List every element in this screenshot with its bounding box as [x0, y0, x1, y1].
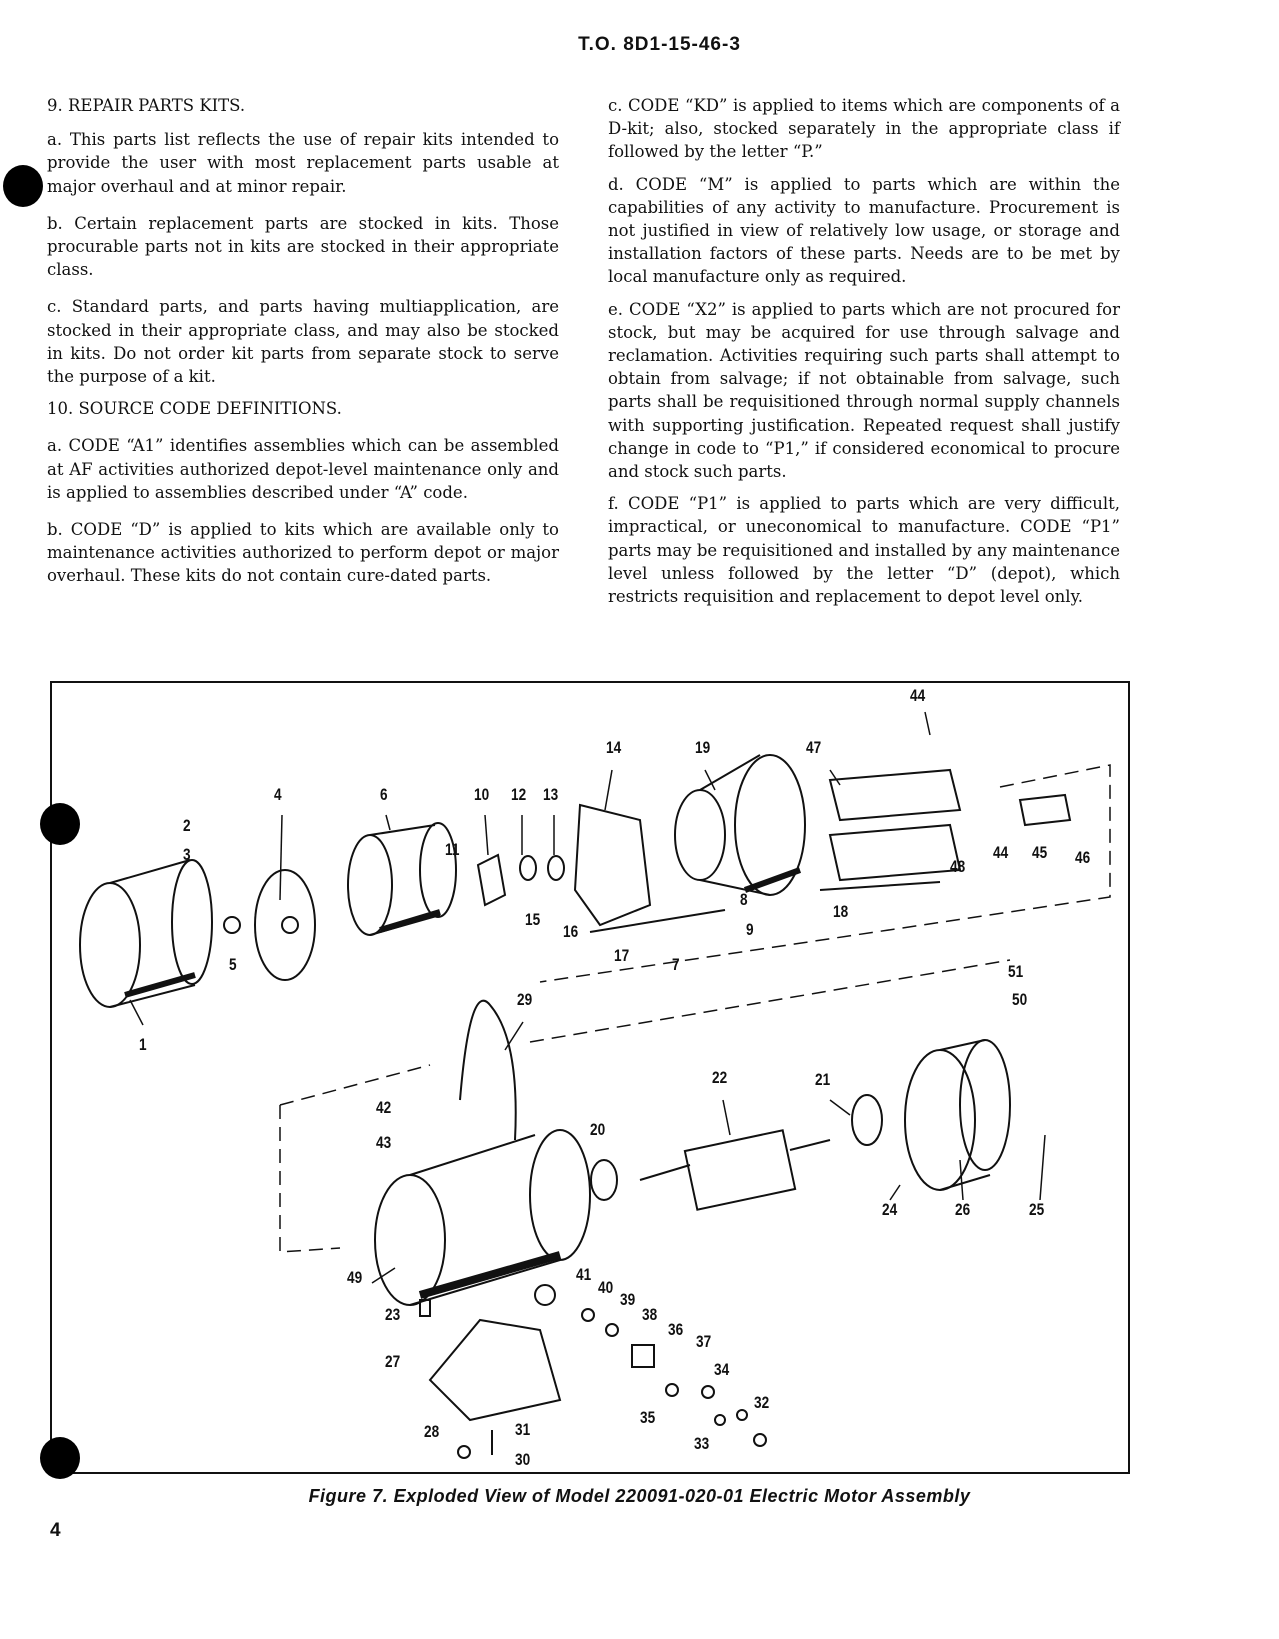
callout-label: 44	[993, 843, 1009, 862]
callout-label: 46	[1075, 848, 1091, 867]
callout-label: 22	[712, 1068, 728, 1087]
callout-label: 29	[517, 990, 533, 1009]
callout-label: 31	[515, 1420, 531, 1439]
callout-label: 21	[815, 1070, 831, 1089]
callout-label: 50	[1012, 990, 1028, 1009]
callout-label: 36	[668, 1320, 684, 1339]
paragraph: a. This parts list reflects the use of repair kits intended to provide the user with most replacement parts usable at major overhaul and at minor repair.	[47, 130, 559, 196]
bearing-drawing	[591, 1160, 617, 1200]
callout-label: 45	[1032, 843, 1048, 862]
callout-label: 38	[642, 1305, 658, 1324]
callout-label: 16	[563, 922, 579, 941]
callout-label: 49	[347, 1268, 363, 1287]
callout-label: 12	[511, 785, 527, 804]
section-heading: 9. REPAIR PARTS KITS.	[47, 96, 246, 115]
field-coils-drawing	[830, 770, 960, 880]
leader-lines	[130, 712, 1048, 1283]
fan-housing-drawing	[348, 823, 456, 935]
paragraph: c. Standard parts, and parts having multiapplication, are stocked in their appropriate class, and may also be stocked in kits. Do not order kit parts from separate stock to serve the purpose of a kit.	[47, 297, 559, 387]
callout-label: 24	[882, 1200, 898, 1219]
callout-label: 32	[754, 1393, 770, 1412]
rod-drawing	[820, 882, 940, 890]
callout-label: 15	[525, 910, 541, 929]
callout-label: 40	[598, 1278, 614, 1297]
hole-punch-mark	[40, 1437, 80, 1479]
block-drawing	[1020, 795, 1070, 825]
bearing-drawing	[852, 1095, 882, 1145]
brush-holder-drawing	[575, 805, 650, 925]
wire-drawing	[460, 1001, 516, 1140]
dashed-guide-lines	[280, 765, 1110, 1252]
callout-label: 27	[385, 1352, 401, 1371]
end-cover-drawing	[80, 860, 212, 1007]
callout-label: 35	[640, 1408, 656, 1427]
callout-label: 6	[380, 785, 388, 804]
paragraph: f. CODE “P1” is applied to parts which are very difficult, impractical, or uneconomical to manufacture. CODE “P1” parts may be requisitioned and installed by any maintenance level unless followed by the letter “D” (depot), which restricts requisition and replacement to depot level only.	[608, 494, 1120, 607]
section-heading: 10. SOURCE CODE DEFINITIONS.	[47, 399, 342, 419]
callout-label: 28	[424, 1422, 440, 1441]
callout-label: 13	[543, 785, 559, 804]
hole-punch-mark	[40, 803, 80, 845]
paragraph: c. CODE “KD” is applied to items which are components of a D-kit; also, stocked separately in the appropriate class if followed by the letter “P.”	[608, 96, 1120, 162]
paragraph: e. CODE “X2” is applied to parts which are not procured for stock, but may be acquired for use through salvage and reclamation. Activities requiring such parts shall attempt to obtain from salvage; if not obtainable from salvage, such parts shall be requisitioned through normal supply channels with supporting justification. Repeated request shall justify change in code to “P1,” if considered economical to procure and stock such parts.	[608, 299, 1120, 482]
callout-label: 8	[740, 890, 748, 909]
callout-label: 10	[474, 785, 490, 804]
fan-drawing	[255, 870, 315, 980]
plate-and-washers-drawing	[478, 855, 564, 905]
figure-caption: Figure 7. Exploded View of Model 220091-020-01 Electric Motor Assembly	[308, 1486, 971, 1506]
callout-label: 19	[695, 738, 711, 757]
callout-label: 37	[696, 1332, 712, 1351]
callout-label: 25	[1029, 1200, 1045, 1219]
mounting-base-drawing	[430, 1320, 560, 1420]
paragraph: b. CODE “D” is applied to kits which are available only to maintenance activities authorized to perform depot or major overhaul. These kits do not contain cure-dated parts.	[47, 520, 559, 586]
callout-label: 3	[183, 845, 191, 864]
paragraph: b. Certain replacement parts are stocked in kits. Those procurable parts not in kits are stocked in their appropriate class.	[47, 213, 559, 280]
callout-label: 41	[576, 1265, 592, 1284]
callout-label: 44	[910, 686, 926, 705]
callout-label: 47	[806, 738, 822, 757]
end-bell-drawing	[905, 1040, 1010, 1190]
hole-punch-mark	[3, 165, 43, 207]
callout-label: 34	[714, 1360, 730, 1379]
callout-label: 9	[746, 920, 754, 939]
callout-label: 48	[950, 857, 966, 876]
callout-label: 17	[614, 946, 630, 965]
callout-label: 4	[274, 785, 282, 804]
armature-drawing	[640, 1130, 830, 1209]
end-bell-drawing	[675, 755, 805, 895]
callout-label: 43	[376, 1133, 392, 1152]
callout-label: 30	[515, 1450, 531, 1469]
document-header: T.O. 8D1-15-46-3	[578, 34, 741, 55]
callout-label: 2	[183, 816, 191, 835]
paragraph: a. CODE “A1” identifies assemblies which can be assembled at AF activities authorized depot-level maintenance only and is applied to assemblies described under “A” code.	[47, 436, 559, 502]
callout-label: 39	[620, 1290, 636, 1309]
callout-label: 5	[229, 955, 237, 974]
callout-label: 23	[385, 1305, 401, 1324]
callout-label: 1	[139, 1035, 147, 1054]
callout-label: 18	[833, 902, 849, 921]
callout-label: 7	[672, 955, 680, 974]
callout-label: 51	[1008, 962, 1024, 981]
callout-label: 14	[606, 738, 622, 757]
callout-label: 11	[445, 840, 460, 859]
paragraph: d. CODE “M” is applied to parts which are within the capabilities of any activity to manufacture. Procurement is not justified in view of relatively low usage, or storage and installation factors of these parts. Needs are to be met by local manufacture only as required.	[608, 174, 1120, 287]
motor-frame-drawing	[375, 1130, 590, 1305]
callout-label: 42	[376, 1098, 392, 1117]
callout-label: 26	[955, 1200, 971, 1219]
nut-drawing	[224, 917, 240, 933]
callout-label: 33	[694, 1434, 710, 1453]
page-number: 4	[50, 1520, 61, 1541]
callout-label: 20	[590, 1120, 606, 1139]
